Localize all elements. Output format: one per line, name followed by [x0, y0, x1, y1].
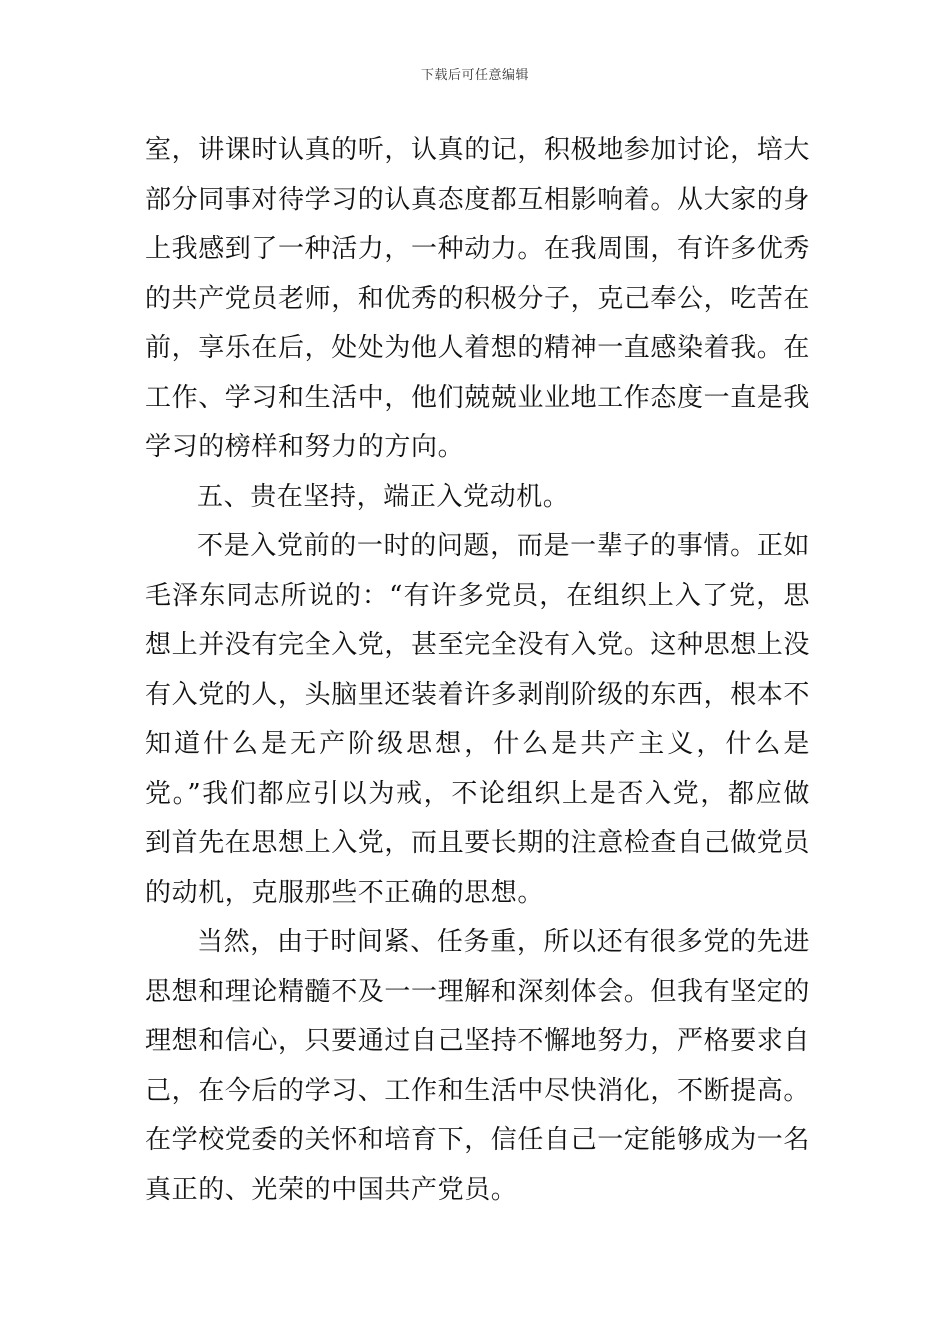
paragraph-conclusion: 当然，由于时间紧、任务重，所以还有很多党的先进思想和理论精髓不及一一理解和深刻体会。但我有坚定的理想和信心，只要通过自己坚持不懈地努力，严格要求自己，在今后的学习、工作和生活中尽快消化，不断提高。在学校党委的关怀和培育下，信任自己一定能够成为一名真正的、光荣的中国共产党员。	[145, 927, 811, 1205]
document-body	[145, 126, 810, 1215]
paragraph-motivation: 不是入党前的一时的问题，而是一辈子的事情。正如毛泽东同志所说的：“有许多党员，在组织上入了党，思想上并没有完全入党，甚至完全没有入党。这种思想上没有入党的人，头脑里还装着许多剥削阶级的东西，根本不知道什么是无产阶级思想，什么是共产主义，什么是党。”我们都应引以为戒，不论组织上是否入党，都应做到首先在思想上入党，而且要长期的注意检查自己做党员的动机，克服那些不正确的思想。	[145, 531, 811, 908]
page-header: 下载后可任意编辑	[420, 68, 529, 83]
paragraph-continuation: 室，讲课时认真的听，认真的记，积极地参加讨论，培大部分同事对待学习的认真态度都互相影响着。从大家的身上我感到了一种活力，一种动力。在我周围，有许多优秀的共产党员老师，和优秀的积极分子，克己奉公，吃苦在前，享乐在后，处处为他人着想的精神一直感染着我。在工作、学习和生活中，他们兢兢业业地工作态度一直是我学习的榜样和努力的方向。	[145, 135, 811, 462]
section-heading: 五、贵在坚持，端正入党动机。	[197, 481, 570, 512]
